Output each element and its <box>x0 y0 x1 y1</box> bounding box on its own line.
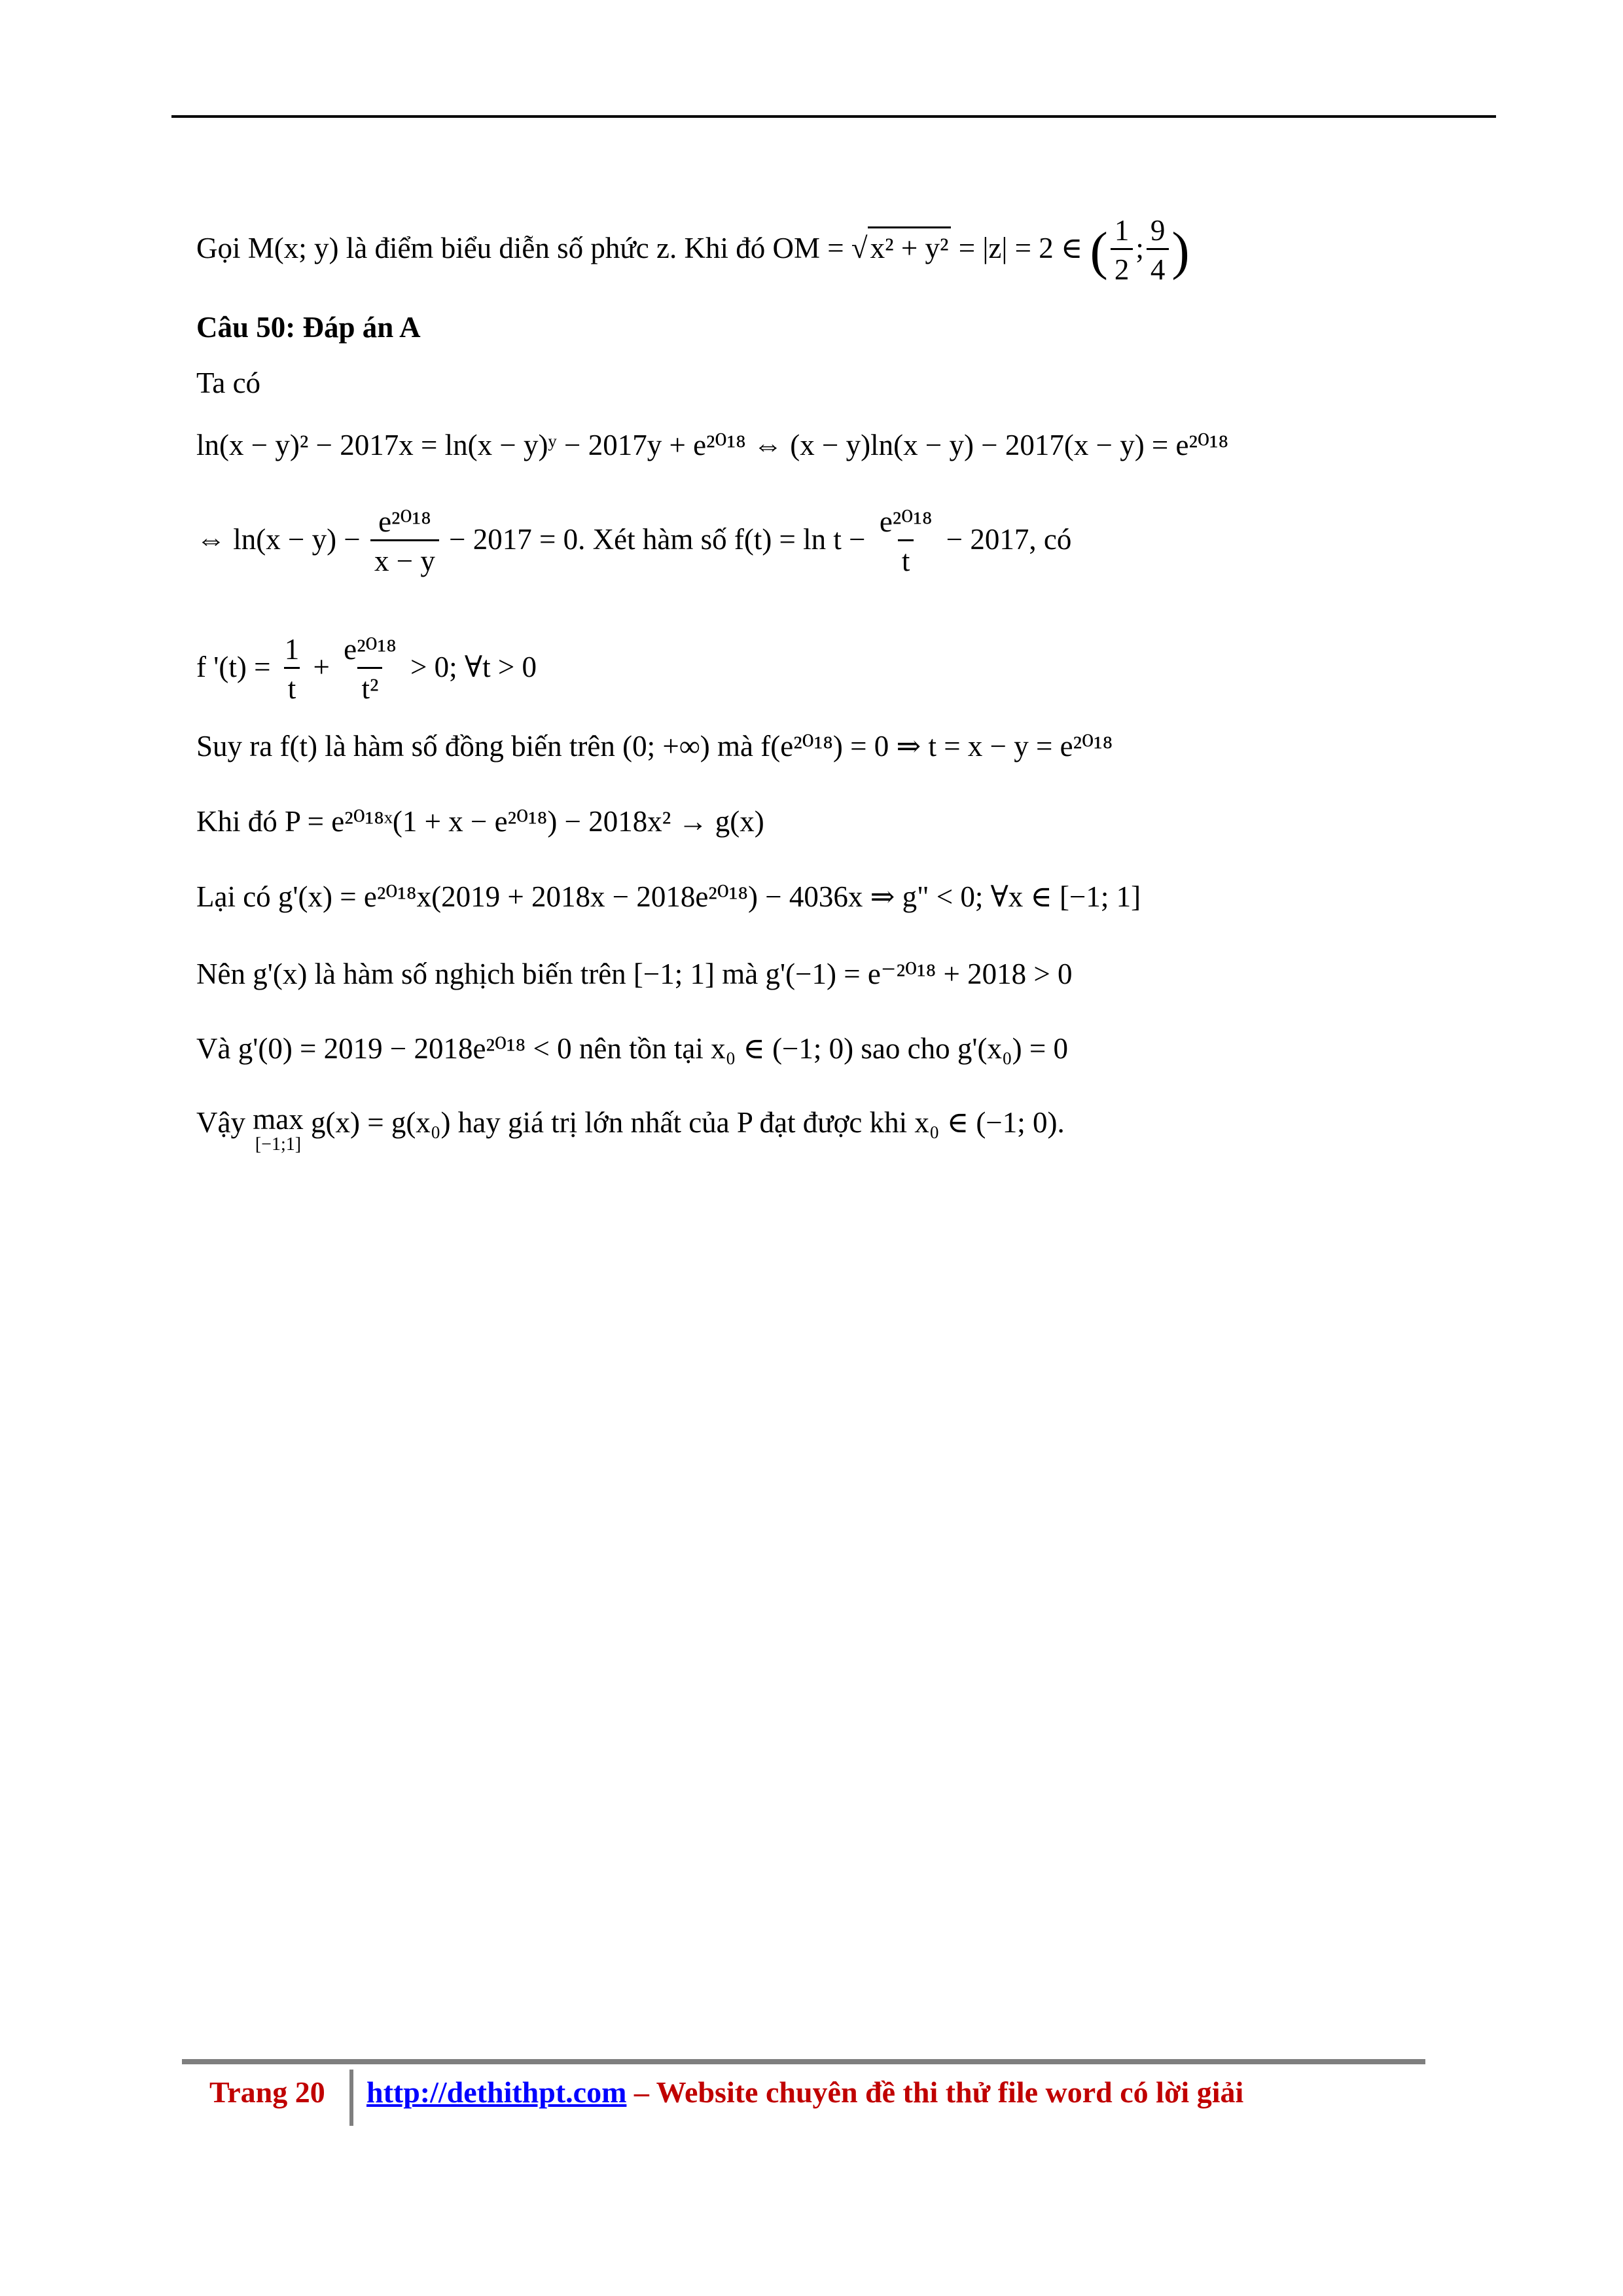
max-operator <box>253 1103 303 1154</box>
text: Vậy <box>196 1106 253 1139</box>
line-g-prime-zero: Và g'(0) = 2019 − 2018e²⁰¹⁸ < 0 nên tồn tại x₀ ∈ (−1; 0) sao cho g'(x₀) = 0 <box>196 1032 1069 1065</box>
numerator: e²⁰¹⁸ <box>879 505 933 538</box>
denominator: 2 <box>1111 248 1133 289</box>
fraction <box>281 632 304 708</box>
text: = |z| = 2 ∈ <box>951 231 1090 264</box>
website-link[interactable]: http://dethithpt.com <box>366 2075 627 2109</box>
numerator: 9 <box>1150 214 1166 247</box>
sqrt-sign: √ <box>851 231 868 264</box>
line-complex-point <box>196 213 1190 289</box>
denominator: 4 <box>1147 248 1169 289</box>
footer-tagline: – Website chuyên đề thi thử file word có lời giải <box>626 2075 1244 2109</box>
text: > 0; ∀t > 0 <box>402 650 537 683</box>
fraction <box>1111 213 1133 289</box>
line-decreasing: Nên g'(x) là hàm số nghịch biến trên [−1; 1] mà g'(−1) = e⁻²⁰¹⁸ + 2018 > 0 <box>196 958 1073 990</box>
line-conclusion <box>196 1103 1065 1154</box>
line-g-prime: Lại có g'(x) = e²⁰¹⁸x(2019 + 2018x − 2018e²⁰¹⁸) − 4036x ⇒ g" < 0; ∀x ∈ [−1; 1] <box>196 880 1141 913</box>
text: − 2017 = 0. Xét hàm số f(t) = ln t − <box>441 522 873 556</box>
text: − 2017, có <box>938 522 1072 556</box>
header-rule <box>171 115 1496 118</box>
paren-close: ) <box>1171 221 1190 281</box>
numerator: e²⁰¹⁸ <box>378 505 431 538</box>
denominator: t² <box>357 667 382 708</box>
paren-open: ( <box>1090 221 1108 281</box>
numerator: 1 <box>284 633 300 666</box>
max-interval: [−1;1] <box>255 1134 302 1155</box>
line-equation-2 <box>196 504 1071 581</box>
denominator: t <box>898 539 914 581</box>
semicolon: ; <box>1135 231 1144 264</box>
text: g(x) = g(x₀) hay giá trị lớn nhất của P đạt được khi x₀ ∈ (−1; 0). <box>303 1106 1065 1139</box>
text: + <box>306 650 338 683</box>
footer-rule <box>182 2059 1425 2064</box>
sqrt-radicand: x² + y² <box>868 226 952 268</box>
line-monotonic: Suy ra f(t) là hàm số đồng biến trên (0; +∞) mà f(e²⁰¹⁸) = 0 ⇒ t = x − y = e²⁰¹⁸ <box>196 730 1113 762</box>
denominator: t <box>284 667 300 708</box>
footer-separator <box>349 2070 353 2126</box>
fraction <box>876 504 936 581</box>
footer-text <box>366 2075 1243 2109</box>
max-label: max <box>253 1103 304 1136</box>
line-derivative <box>196 632 537 708</box>
text: ⇔ ln(x − y) − <box>196 522 368 556</box>
line-ta-co: Ta có <box>196 367 261 399</box>
numerator: 1 <box>1114 214 1130 247</box>
fraction <box>370 504 439 581</box>
text: f '(t) = <box>196 650 278 683</box>
denominator: x − y <box>370 539 439 581</box>
fraction <box>340 632 401 708</box>
line-equation-1: ln(x − y)² − 2017x = ln(x − y)ʸ − 2017y + e²⁰¹⁸ ⇔ (x − y)ln(x − y) − 2017(x − y) = e²⁰¹⁸ <box>196 429 1229 461</box>
question-heading: Câu 50: Đáp án A <box>196 311 421 344</box>
text: Gọi M(x; y) là điểm biểu diễn số phức z. Khi đó OM = <box>196 231 851 264</box>
page-number: Trang 20 <box>209 2075 325 2109</box>
numerator: e²⁰¹⁸ <box>344 633 397 666</box>
line-p-expression: Khi đó P = e²⁰¹⁸ˣ(1 + x − e²⁰¹⁸) − 2018x² → g(x) <box>196 805 764 838</box>
fraction <box>1147 213 1169 289</box>
